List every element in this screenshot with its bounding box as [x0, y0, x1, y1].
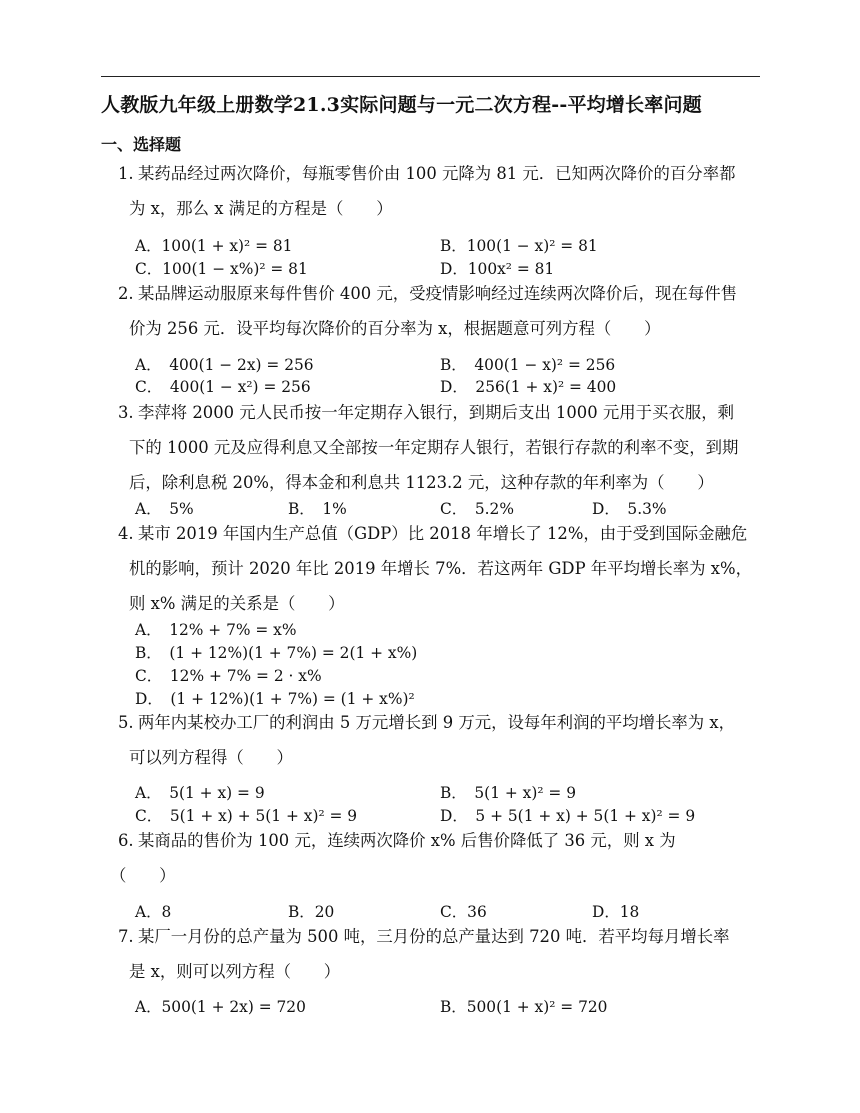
- option-b: B．500(1 + x)² = 720: [440, 998, 608, 1016]
- option-b: B． (1 + 12%)(1 + 7%) = 2(1 + x%): [135, 644, 418, 662]
- question-line: 为 x，那么 x 满足的方程是（ ）: [129, 199, 393, 218]
- question-3: [118, 395, 760, 500]
- option-a: A．100(1 + x)² = 81: [135, 237, 293, 255]
- option-b: B． 5(1 + x)² = 9: [440, 784, 576, 802]
- question-number: 1.: [118, 164, 134, 183]
- header-rule: [101, 76, 760, 77]
- question-line: （ ）: [110, 866, 176, 885]
- question-2: [118, 276, 760, 346]
- question-line: 价为 256 元．设平均每次降价的百分率为 x，根据题意可列方程（ ）: [129, 319, 661, 338]
- option-b: B． 1%: [288, 500, 347, 518]
- question-line: 某药品经过两次降价，每瓶零售价由 100 元降为 81 元．已知两次降价的百分率都: [138, 164, 736, 183]
- section-heading: 一、选择题: [101, 135, 182, 154]
- option-a: A． 12% + 7% = x%: [135, 621, 297, 639]
- option-d: D． 5.3%: [592, 500, 667, 518]
- option-d: D．100x² = 81: [440, 260, 555, 278]
- option-c: C． 5.2%: [440, 500, 514, 518]
- question-number: 3.: [118, 403, 134, 422]
- option-b: B．20: [288, 903, 335, 921]
- question-number: 4.: [118, 524, 134, 543]
- question-1: [118, 156, 760, 226]
- question-7: [118, 919, 760, 989]
- question-line: 机的影响，预计 2020 年比 2019 年增长 7%．若这两年 GDP 年平均增长率为 x%，: [129, 559, 752, 578]
- question-line: 某市 2019 年国内生产总值（GDP）比 2018 年增长了 12%，由于受到国际金融危: [138, 524, 748, 543]
- question-number: 5.: [118, 713, 134, 732]
- option-b: B． 400(1 − x)² = 256: [440, 356, 616, 374]
- option-c: C． 400(1 − x²) = 256: [135, 378, 311, 396]
- question-number: 6.: [118, 831, 134, 850]
- option-d: D． 5 + 5(1 + x) + 5(1 + x)² = 9: [440, 807, 696, 825]
- question-line: 某品牌运动服原来每件售价 400 元，受疫情影响经过连续两次降价后，现在每件售: [138, 284, 737, 303]
- option-a: A．8: [135, 903, 172, 921]
- question-line: 李萍将 2000 元人民币按一年定期存入银行，到期后支出 1000 元用于买衣服，剩: [138, 403, 734, 422]
- question-line: 两年内某校办工厂的利润由 5 万元增长到 9 万元，设每年利润的平均增长率为 x，: [138, 713, 736, 732]
- question-5: [118, 705, 760, 775]
- option-c: C． 12% + 7% = 2 · x%: [135, 667, 322, 685]
- option-c: C．100(1 − x%)² = 81: [135, 260, 308, 278]
- question-line: 是 x，则可以列方程（ ）: [129, 962, 341, 981]
- question-number: 2.: [118, 284, 134, 303]
- question-line: 下的 1000 元及应得利息又全部按一年定期存人银行，若银行存款的利率不变，到期: [129, 438, 739, 457]
- question-number: 7.: [118, 927, 134, 946]
- option-c: C． 5(1 + x) + 5(1 + x)² = 9: [135, 807, 358, 825]
- question-line: 某商品的售价为 100 元，连续两次降价 x% 后售价降低了 36 元，则 x 为: [138, 831, 676, 850]
- option-d: D． 256(1 + x)² = 400: [440, 378, 617, 396]
- option-d: D．18: [592, 903, 640, 921]
- question-line: 某厂一月份的总产量为 500 吨，三月份的总产量达到 720 吨．若平均每月增长率: [138, 927, 730, 946]
- question-line: 则 x% 满足的关系是（ ）: [129, 594, 345, 613]
- question-6: [110, 823, 760, 893]
- question-line: 后，除利息税 20%，得本金和利息共 1123.2 元，这种存款的年利率为（ ）: [129, 473, 714, 492]
- option-b: B．100(1 − x)² = 81: [440, 237, 598, 255]
- question-line: 可以列方程得（ ）: [129, 748, 293, 767]
- option-c: C．36: [440, 903, 487, 921]
- option-a: A． 5(1 + x) = 9: [135, 784, 265, 802]
- option-a: A． 400(1 − 2x) = 256: [135, 356, 314, 374]
- question-4: [118, 516, 760, 621]
- option-d: D． (1 + 12%)(1 + 7%) = (1 + x%)²: [135, 690, 415, 708]
- option-a: A．500(1 + 2x) = 720: [135, 998, 306, 1016]
- page-title: 人教版九年级上册数学21.3实际问题与一元二次方程--平均增长率问题: [101, 94, 702, 116]
- option-a: A． 5%: [135, 500, 194, 518]
